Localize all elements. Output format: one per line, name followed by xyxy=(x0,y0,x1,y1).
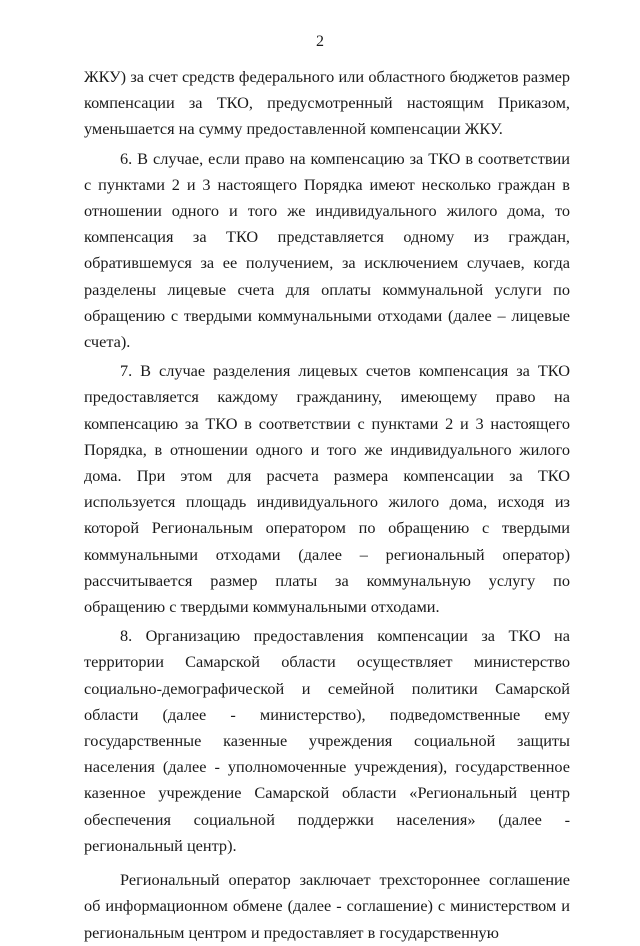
document-body xyxy=(84,64,570,946)
paragraph-item-6: 6. В случае, если право на компенсацию за ТКО в соответствии с пунктами 2 и 3 настоящего Порядка имеют несколько граждан в отношении одного и того же индивидуального жилого дома, то компенсация за ТКО представляется одному из граждан, обратившемуся за ее получением, за исключением случаев, когда разделены лицевые счета для оплаты коммунальной услуги по обращению с твердыми коммунальными отходами (далее – лицевые счета). xyxy=(84,148,570,352)
paragraph-item-8: 8. Организацию предоставления компенсации за ТКО на территории Самарской области осуществляет министерство социально-демографической и семейной политики Самарской области (далее - министерство), подведомственные ему государственные казенные учреждения социальной защиты населения (далее - уполномоченные учреждения), государственное казенное учреждение Самарской области «Региональный центр обеспечения социальной поддержки населения» (далее - региональный центр). xyxy=(84,626,570,855)
paragraph-item-7: 7. В случае разделения лицевых счетов компенсация за ТКО предоставляется каждому гражданину, имеющему право на компенсацию за ТКО в соответствии с пунктами 2 и 3 настоящего Порядка, в отношении одного и того же индивидуального жилого дома. При этом для расчета размера компенсации за ТКО используется площадь индивидуального жилого дома, исходя из которой Региональным оператором по обращению с твердыми коммунальными отходами (далее – региональный оператор) рассчитывается размер платы за коммунальную услугу по обращению с твердыми коммунальными отходами. xyxy=(84,361,570,617)
paragraph-regional-operator: Региональный оператор заключает трехстороннее соглашение об информационном обмене (далее - соглашение) с министерством и региональным центром и предоставляет в государственную xyxy=(84,870,570,942)
page-number: 2 xyxy=(316,33,324,50)
paragraph-continuation: ЖКУ) за счет средств федерального или областного бюджетов размер компенсации за ТКО, предусмотренный настоящим Приказом, уменьшается на сумму предоставленной компенсации ЖКУ. xyxy=(84,67,570,139)
